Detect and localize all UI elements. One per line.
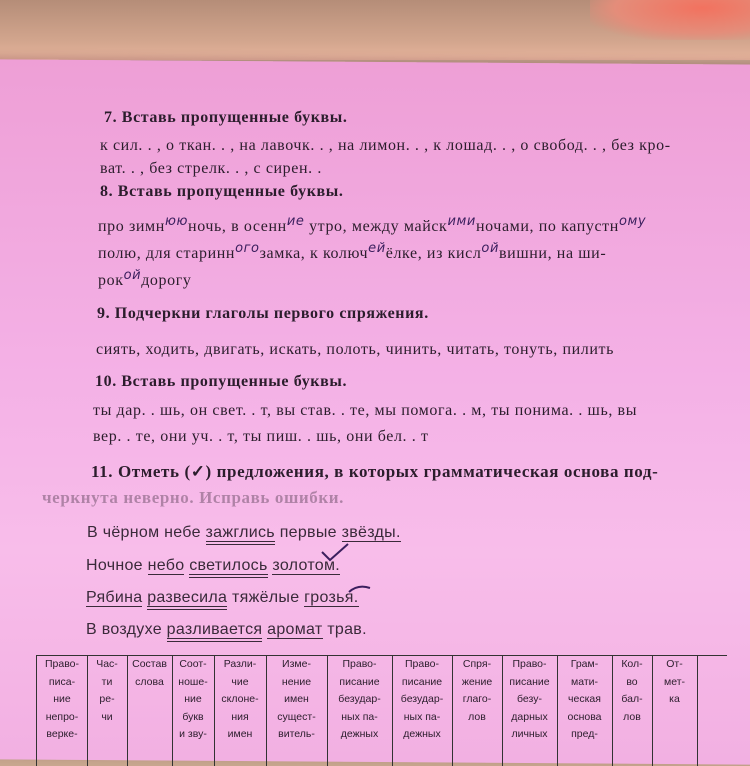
task8-line-3 bbox=[98, 268, 192, 290]
predicate: развесила bbox=[147, 589, 227, 610]
predicate: зажглись bbox=[206, 524, 275, 545]
cell-text: ние bbox=[53, 693, 71, 705]
cell-text: Разли- bbox=[223, 658, 257, 670]
cell-text: мати- bbox=[571, 675, 598, 688]
cell-text: чи bbox=[101, 710, 113, 723]
cell-text: основа bbox=[567, 710, 602, 723]
text: первые bbox=[274, 524, 342, 541]
cell-text: Право- bbox=[512, 658, 547, 670]
handwritten-ending: ому bbox=[618, 214, 647, 229]
cell-text: Право- bbox=[342, 658, 377, 670]
cell-text: жение bbox=[461, 675, 493, 688]
cell-text: лов bbox=[468, 710, 486, 723]
cell-text: Изме- bbox=[282, 658, 311, 670]
handwritten-ending: юю bbox=[164, 214, 189, 229]
subject: Рябина bbox=[86, 589, 143, 606]
text: про зимн bbox=[98, 218, 165, 235]
cell-text: Спря- bbox=[462, 658, 492, 670]
cell-text: Соот- bbox=[179, 658, 207, 670]
object: золотом. bbox=[272, 557, 341, 574]
cell-text: бал- bbox=[621, 693, 643, 705]
task8-heading: 8. Вставь пропущенные буквы. bbox=[100, 183, 344, 200]
handwritten-ending: ого bbox=[235, 241, 260, 256]
text: полю, для старинн bbox=[98, 245, 236, 262]
cell-text: ти bbox=[101, 675, 113, 688]
cell-text: От- bbox=[666, 658, 683, 670]
text: ночь, в осенн bbox=[188, 218, 287, 235]
cell-text: мет- bbox=[663, 675, 685, 688]
cell-text: личных bbox=[511, 728, 548, 740]
cell-text: слова bbox=[135, 675, 164, 688]
text: Ночное bbox=[86, 557, 148, 574]
cell-text: Право- bbox=[44, 658, 80, 670]
cell-text: верке- bbox=[46, 728, 78, 740]
text: вишни, на ши- bbox=[499, 245, 607, 262]
predicate: разливается bbox=[167, 621, 263, 642]
predicate: светилось bbox=[189, 557, 267, 578]
task11-heading-line-2: черкнута неверно. Исправь ошибки. bbox=[42, 488, 345, 507]
handwritten-ending: ой bbox=[123, 268, 142, 283]
cell-text: ния bbox=[231, 710, 249, 723]
cell-text: имен bbox=[284, 693, 309, 705]
cell-text: писание bbox=[401, 675, 443, 688]
text: ночами, по капустн bbox=[475, 218, 619, 235]
cell-text: сущест- bbox=[277, 710, 316, 723]
cell-text: пред- bbox=[571, 728, 598, 740]
cell-text: лов bbox=[623, 710, 641, 723]
cell-text: ных па- bbox=[403, 710, 441, 723]
cell-text: склоне- bbox=[221, 693, 259, 705]
cell-text: чие bbox=[231, 675, 249, 688]
cell-text: Грам- bbox=[570, 658, 599, 670]
cell-text: нение bbox=[281, 675, 312, 688]
cell-text: Состав bbox=[132, 658, 167, 670]
cell-text: дежных bbox=[403, 728, 441, 740]
task7-heading: 7. Вставь пропущенные буквы. bbox=[104, 109, 348, 126]
cell-text: дарных bbox=[511, 710, 548, 723]
cell-text: и зву- bbox=[179, 728, 207, 740]
cell-text: витель- bbox=[278, 728, 315, 740]
task7-line-2: ват. . , без стрелк. . , с сирен. . bbox=[100, 160, 322, 177]
cell-text: Кол- bbox=[621, 658, 643, 670]
cell-text: глаго- bbox=[462, 693, 492, 705]
text: рок bbox=[98, 272, 124, 289]
cell-text: дежных bbox=[340, 728, 379, 740]
task11-heading-line-1: 11. Отметь (✓) предложения, в которых грамматическая основа под- bbox=[91, 462, 659, 481]
sentence-2 bbox=[86, 557, 340, 575]
text: тяжёлые bbox=[227, 589, 305, 606]
cell-text: ческая bbox=[568, 693, 601, 705]
text: В воздухе bbox=[86, 621, 167, 638]
task7-line-1: к сил. . , о ткан. . , на лавочк. . , на лимон. . , к лошад. . , о свобод. . , без кро- bbox=[100, 137, 671, 154]
cell-text: непро- bbox=[45, 710, 79, 723]
cell-text: писание bbox=[339, 675, 380, 688]
subject: небо bbox=[147, 557, 185, 574]
handwritten-ending: ими bbox=[447, 214, 476, 229]
cell-text: во bbox=[626, 675, 638, 688]
task9-verbs: сиять, ходить, двигать, искать, полоть, чинить, читать, тонуть, пилить bbox=[96, 341, 615, 358]
object: грозья. bbox=[304, 589, 359, 606]
handwritten-ending: ой bbox=[481, 241, 500, 256]
handwritten-ending: ей bbox=[368, 241, 386, 256]
check-mark-icon bbox=[346, 582, 374, 598]
text: замка, к колюч bbox=[259, 245, 369, 262]
task8-line-2 bbox=[98, 241, 607, 263]
cell-text: имен bbox=[227, 728, 253, 740]
handwritten-ending: ие bbox=[286, 214, 305, 229]
text: дорогу bbox=[141, 272, 192, 289]
cell-text: ние bbox=[184, 693, 202, 705]
sentence-1 bbox=[87, 524, 401, 542]
cell-text: безудар- bbox=[338, 693, 381, 705]
task9-heading: 9. Подчеркни глаголы первого спряжения. bbox=[97, 305, 429, 322]
text: утро, между майск bbox=[304, 218, 448, 235]
task10-line-1: ты дар. . шь, он свет. . т, вы став. . те, мы помога. . м, ты понима. . шь, вы bbox=[93, 402, 638, 419]
cell-text: Право- bbox=[404, 658, 440, 670]
cell-text: ре- bbox=[99, 693, 115, 705]
cell-text: безу- bbox=[517, 693, 542, 705]
cell-text: писа- bbox=[48, 675, 76, 688]
cell-text: писание bbox=[509, 675, 550, 688]
text: трав. bbox=[322, 621, 367, 638]
subject: звёзды. bbox=[341, 524, 401, 541]
task10-line-2: вер. . те, они уч. . т, ты пиш. . шь, они бел. . т bbox=[93, 428, 429, 445]
cell-text: ноше- bbox=[178, 675, 208, 688]
cell-text: Час- bbox=[96, 658, 118, 670]
text: ёлке, из кисл bbox=[385, 245, 482, 262]
sentence-4 bbox=[86, 621, 367, 639]
task10-heading: 10. Вставь пропущенные буквы. bbox=[95, 373, 348, 390]
cell-text: ных па- bbox=[341, 710, 378, 723]
check-mark-icon bbox=[318, 540, 352, 564]
task8-line-1 bbox=[98, 214, 647, 236]
subject: аромат bbox=[267, 621, 323, 638]
sentence-3 bbox=[86, 589, 359, 607]
cell-text: ка bbox=[669, 693, 680, 705]
cell-text: букв bbox=[182, 710, 204, 723]
text: В чёрном небе bbox=[87, 524, 206, 541]
cell-text: безудар- bbox=[400, 693, 444, 705]
grading-table bbox=[36, 655, 727, 766]
